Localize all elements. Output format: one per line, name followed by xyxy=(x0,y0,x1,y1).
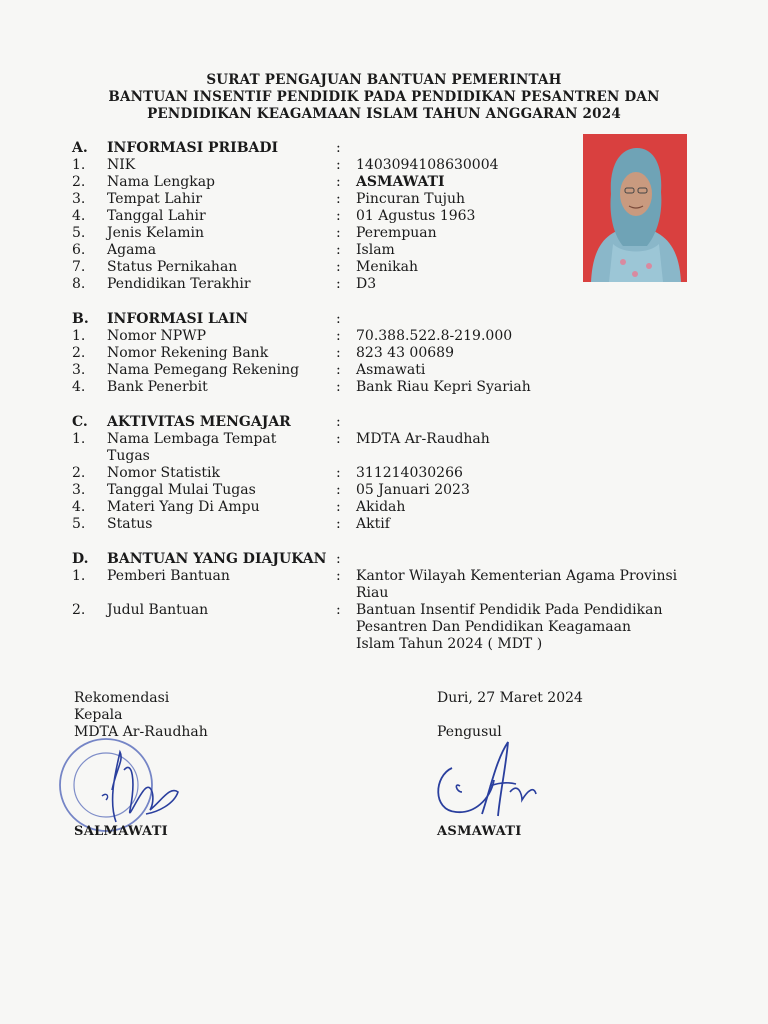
field-marital-status: 7. Status Pernikahan : Menikah xyxy=(72,259,418,275)
applicant-role: Pengusul xyxy=(437,724,502,740)
field-start-date: 3. Tanggal Mulai Tugas : 05 Januari 2023 xyxy=(72,482,470,498)
field-account-holder: 3. Nama Pemegang Rekening : Asmawati xyxy=(72,362,426,378)
field-issuing-bank: 4. Bank Penerbit : Bank Riau Kepri Syariah xyxy=(72,379,531,395)
field-bank-account: 2. Nomor Rekening Bank : 823 43 00689 xyxy=(72,345,454,361)
signing-date: Duri, 27 Maret 2024 xyxy=(437,690,583,706)
field-birth-place: 3. Tempat Lahir : Pincuran Tujuh xyxy=(72,191,466,207)
field-aid-title: 2. Judul Bantuan : Bantuan Insentif Pendidik Pada Pendidikan xyxy=(72,602,663,618)
field-aid-title-cont-1: Pesantren Dan Pendidikan Keagamaan xyxy=(356,619,632,635)
field-nik: 1. NIK : 1403094108630004 xyxy=(72,157,499,173)
institution-label: MDTA Ar-Raudhah xyxy=(74,724,208,740)
field-subject: 4. Materi Yang Di Ampu : Akidah xyxy=(72,499,406,515)
field-education: 8. Pendidikan Terakhir : D3 xyxy=(72,276,377,292)
section-d-heading: D. BANTUAN YANG DIAJUKAN : xyxy=(72,551,341,567)
field-statistic-number: 2. Nomor Statistik : 311214030266 xyxy=(72,465,463,481)
applicant-name: ASMAWATI xyxy=(437,824,522,839)
section-a-heading: A. INFORMASI PRIBADI : xyxy=(72,140,341,156)
applicant-photo xyxy=(583,134,687,282)
field-birth-date: 4. Tanggal Lahir : 01 Agustus 1963 xyxy=(72,208,476,224)
head-label: Kepala xyxy=(74,707,123,723)
applicant-signature xyxy=(430,730,540,820)
field-grantor-cont: Riau xyxy=(356,585,389,601)
title-line-2: BANTUAN INSENTIF PENDIDIK PADA PENDIDIKAN PESANTREN DAN xyxy=(108,89,660,105)
field-religion: 6. Agama : Islam xyxy=(72,242,395,258)
title-line-3: PENDIDIKAN KEAGAMAAN ISLAM TAHUN ANGGARAN 2024 xyxy=(147,106,621,122)
field-grantor: 1. Pemberi Bantuan : Kantor Wilayah Kementerian Agama Provinsi xyxy=(72,568,678,584)
field-gender: 5. Jenis Kelamin : Perempuan xyxy=(72,225,437,241)
recommender-name: SALMAWATI xyxy=(74,824,169,839)
section-c-heading: C. AKTIVITAS MENGAJAR : xyxy=(72,414,341,430)
title-line-1: SURAT PENGAJUAN BANTUAN PEMERINTAH xyxy=(206,72,562,88)
field-institution-label-cont: Tugas xyxy=(107,448,150,464)
field-full-name: 2. Nama Lengkap : ASMAWATI xyxy=(72,174,445,190)
recommendation-label: Rekomendasi xyxy=(74,690,170,706)
field-npwp: 1. Nomor NPWP : 70.388.522.8-219.000 xyxy=(72,328,513,344)
field-institution: 1. Nama Lembaga Tempat : MDTA Ar-Raudhah xyxy=(72,431,490,447)
section-b-heading: B. INFORMASI LAIN : xyxy=(72,311,341,327)
field-aid-title-cont-2: Islam Tahun 2024 ( MDT ) xyxy=(356,636,543,652)
field-status: 5. Status : Aktif xyxy=(72,516,390,532)
